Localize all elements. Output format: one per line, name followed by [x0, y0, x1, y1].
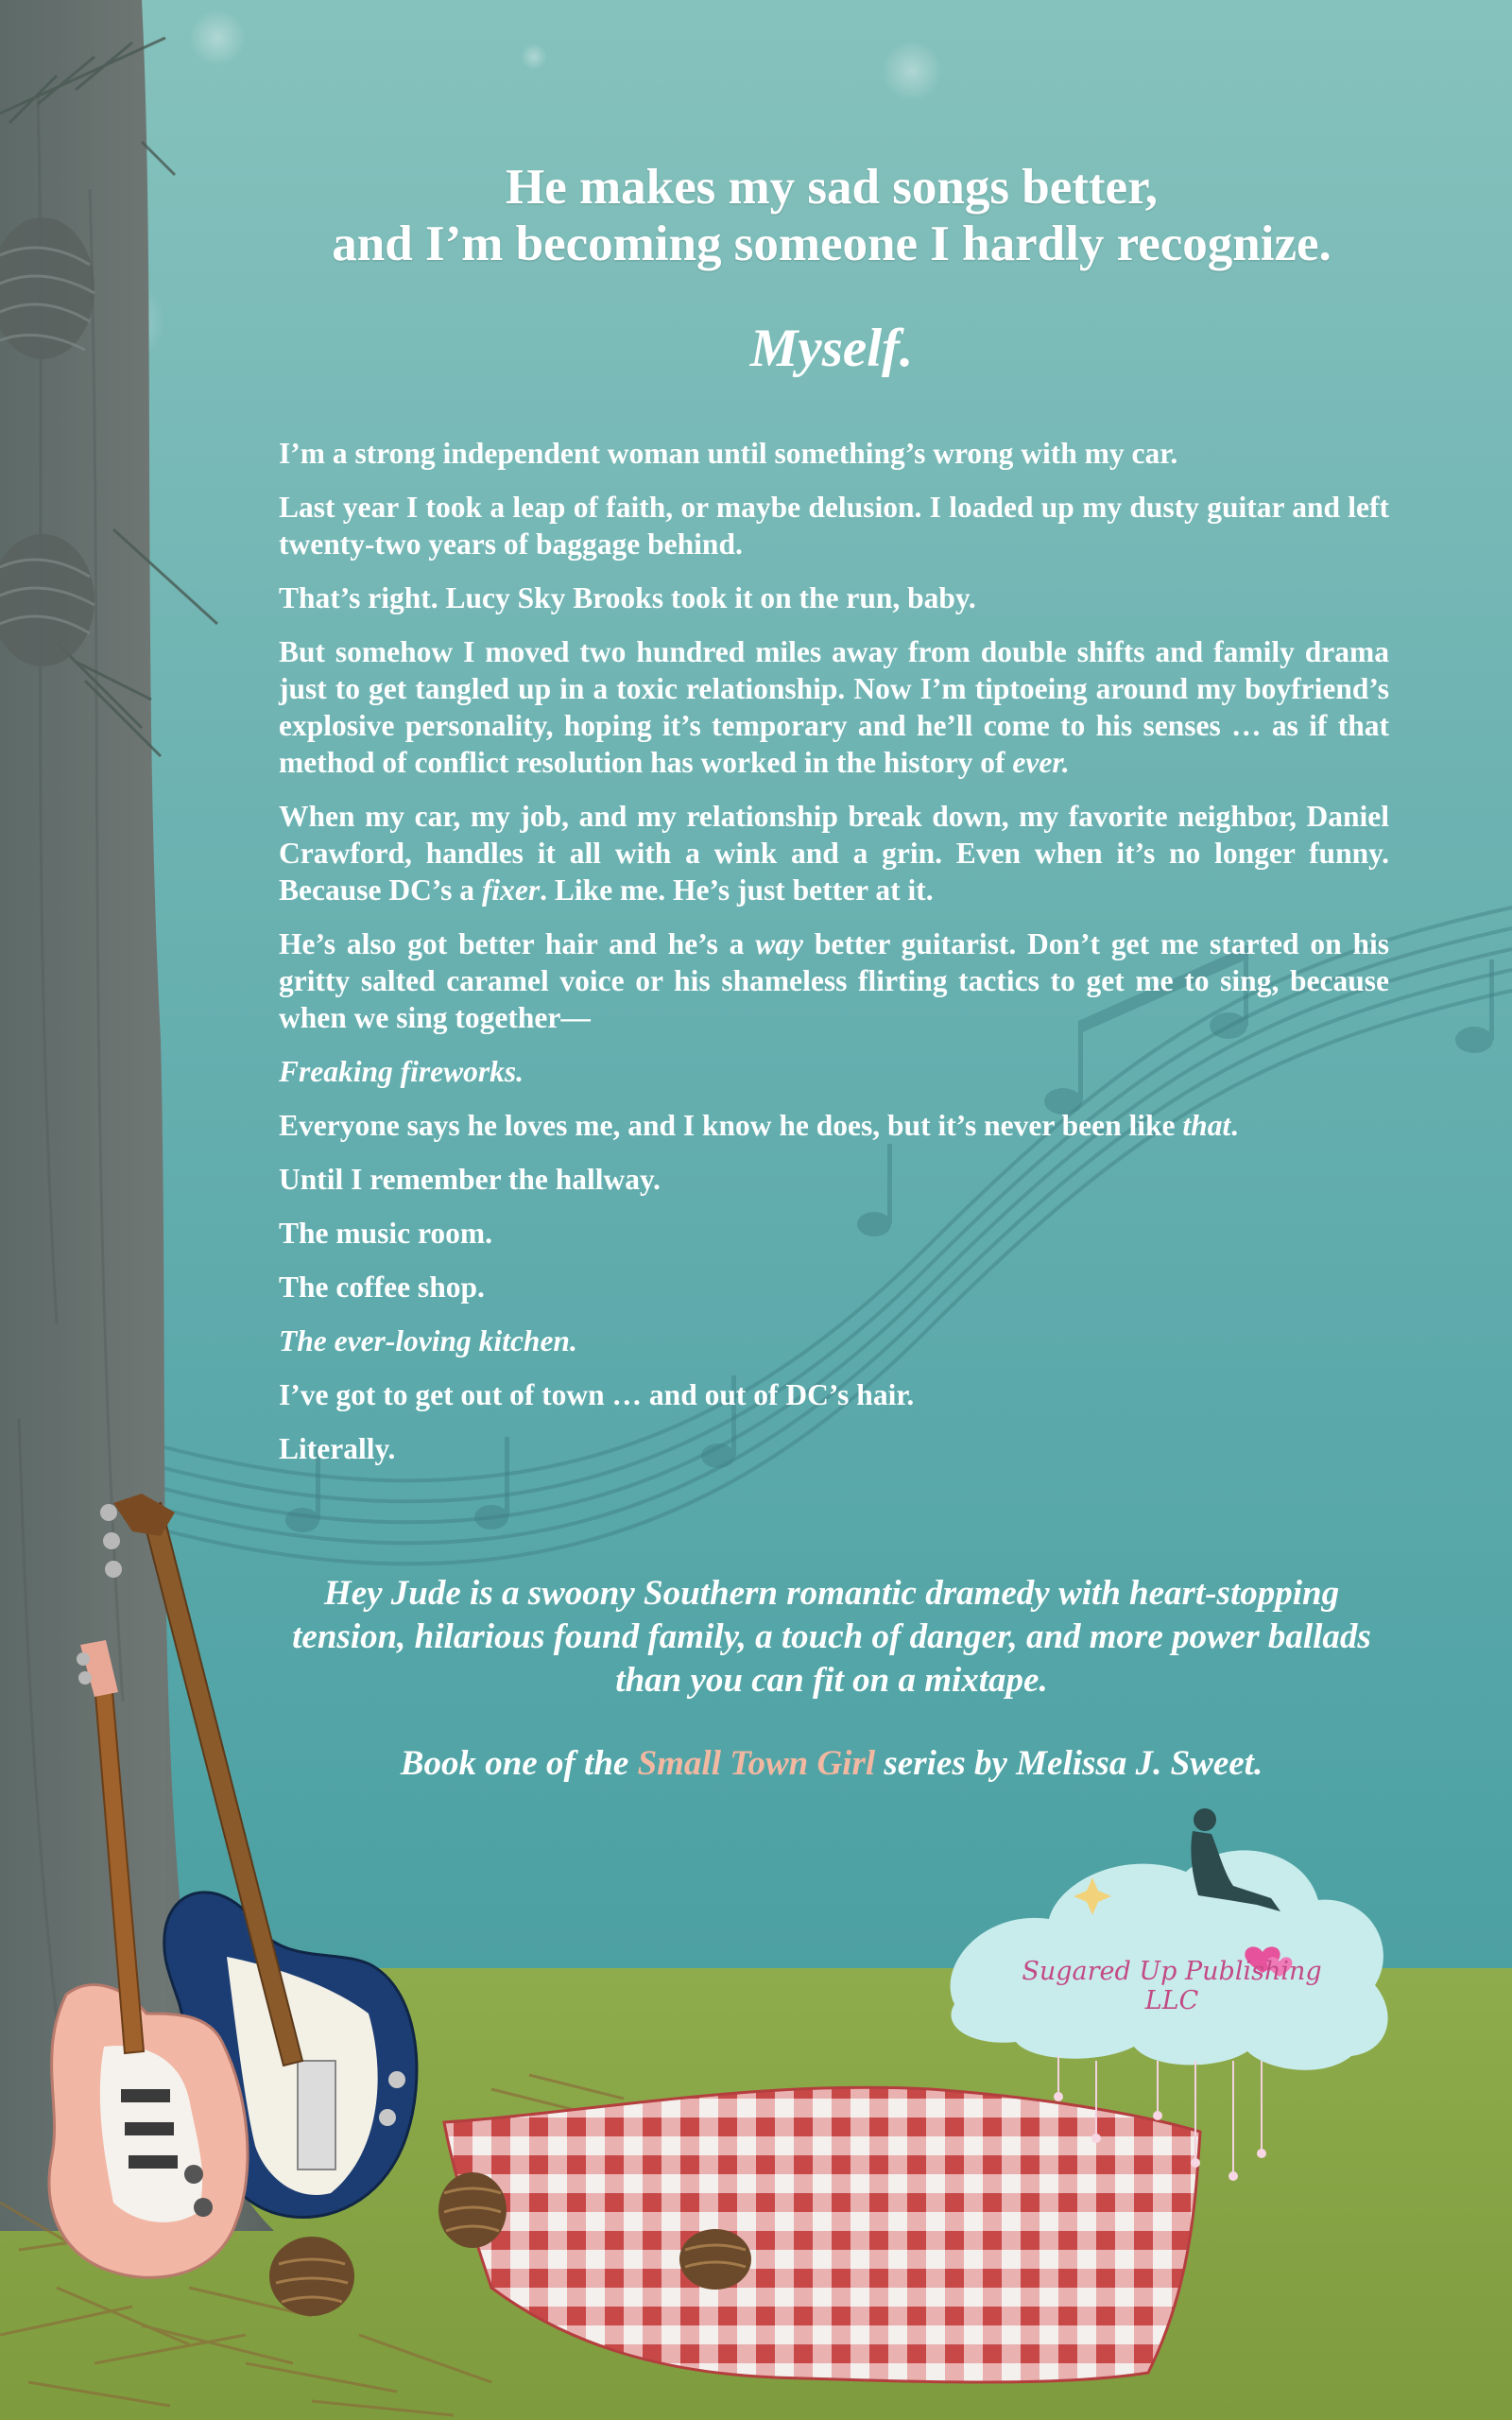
text-run: Last year I took a leap of faith, or maybe delusion. I loaded up my dusty guitar and left twenty-two years of baggage behind. — [279, 491, 1389, 561]
italic-text: way — [755, 927, 804, 960]
synopsis-paragraph — [279, 1161, 1389, 1198]
text-run: Until I remember the hallway. — [279, 1163, 661, 1196]
text-run: I’m a strong independent woman until something’s wrong with my car. — [279, 437, 1178, 470]
text-run: Everyone says he loves me, and I know he does, but it’s never been like — [279, 1109, 1183, 1142]
synopsis-paragraph — [279, 435, 1389, 472]
blurb-text: Hey Jude is a swoony Southern romantic dramedy with heart-stopping tension, hilarious found family, a touch of danger, and more power ballads than you can fit on a mixtape. — [292, 1574, 1371, 1700]
text-run: He’s also got better hair and he’s a — [279, 927, 756, 960]
synopsis-paragraph — [279, 1269, 1389, 1305]
text-run: I’ve got to get out of town … and out of DC’s hair. — [279, 1378, 915, 1411]
italic-text: fixer — [481, 873, 541, 907]
synopsis-paragraph — [279, 1107, 1389, 1144]
text-run: The music room. — [279, 1217, 493, 1250]
series-line-before: Book one of the — [400, 1744, 638, 1783]
italic-text: The ever-loving kitchen. — [279, 1324, 577, 1357]
synopsis-paragraph — [279, 1322, 1389, 1359]
headline-line-1: He makes my sad songs better, — [506, 160, 1158, 215]
text-run: . — [1230, 1109, 1239, 1142]
publisher-logo — [992, 1957, 1351, 2015]
italic-text: that — [1182, 1109, 1231, 1142]
synopsis-paragraph — [279, 1215, 1389, 1252]
subhead: Myself. — [749, 319, 914, 378]
series-line-after: series by Melissa J. Sweet. — [875, 1744, 1263, 1783]
italic-text: ever. — [1012, 746, 1070, 779]
text-run: . Like me. He’s just better at it. — [540, 873, 934, 907]
headline-line-2: and I’m becoming someone I hardly recognize. — [332, 216, 1332, 271]
synopsis-paragraph — [279, 633, 1389, 781]
text-run: Literally. — [279, 1432, 396, 1465]
text-run: The coffee shop. — [279, 1270, 485, 1304]
synopsis-paragraph — [279, 1376, 1389, 1413]
synopsis-paragraph — [279, 1430, 1389, 1467]
text-run: But somehow I moved two hundred miles away from double shifts and family drama just to get tangled up in a toxic relationship. Now I’m tiptoeing around my boyfriend’s explosive personality, hoping it’s temporary and he’ll come to his senses … as if that method of conflict resolution has worked in the history of — [279, 635, 1389, 779]
publisher-name: Sugared Up Publishing — [1022, 1957, 1322, 1986]
headline — [227, 159, 1436, 272]
series-line — [265, 1742, 1399, 1786]
synopsis-paragraph — [279, 579, 1389, 616]
publisher-suffix: LLC — [1144, 1986, 1199, 2015]
italic-text: Freaking fireworks. — [279, 1055, 524, 1088]
synopsis-paragraph — [279, 925, 1389, 1036]
synopsis-paragraph — [279, 489, 1389, 562]
synopsis-text — [279, 435, 1389, 1484]
text-run: better guitarist. Don’t get me started on his gritty salted caramel voice or his shameless flirting tactics to get me to sing, because when we sing together— — [279, 927, 1389, 1034]
synopsis-paragraph — [279, 798, 1389, 908]
series-name: Small Town Girl — [637, 1744, 876, 1783]
text-run: That’s right. Lucy Sky Brooks took it on the run, baby. — [279, 581, 976, 614]
text-run: When my car, my job, and my relationship break down, my favorite neighbor, Daniel Crawford, handles it all with a wink and a grin. Even when it’s no longer funny. Because DC’s a — [279, 800, 1389, 907]
synopsis-paragraph — [279, 1053, 1389, 1090]
